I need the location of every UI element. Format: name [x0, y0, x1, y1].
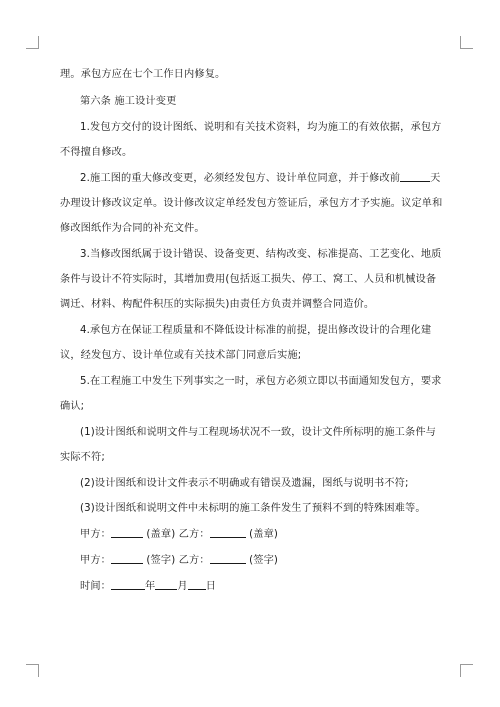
item-1: (1)设计图纸和说明文件与工程现场状况不一致，设计文件所标明的施工条件与实际不符; [60, 427, 437, 463]
corner-mark-top-right [460, 36, 473, 49]
month-label: 月 [177, 581, 188, 592]
sign-suffix: (签字) [249, 555, 279, 566]
days-blank [400, 171, 430, 182]
party-a-label-2: 甲方： [80, 555, 112, 566]
item-3: (3)设计图纸和说明文件中未标明的施工条件发生了预料不到的特殊困难等。 [80, 503, 426, 514]
time-label: 时间： [80, 581, 112, 592]
clause-2 [60, 166, 446, 241]
party-a-sign-blank [111, 553, 143, 564]
year-label: 年 [145, 581, 156, 592]
section-heading: 第六条 施工设计变更 [80, 96, 177, 107]
corner-mark-bottom-left [26, 664, 39, 677]
day-blank [188, 579, 206, 590]
party-a-seal-blank [111, 527, 143, 538]
signature-line-seal [60, 522, 446, 547]
clause-2-part-a: 2.施工图的重大修改变更，必须经发包方、设计单位同意，并于修改前 [80, 173, 401, 184]
party-a-label: 甲方： [80, 529, 112, 540]
signature-line-sign [60, 548, 446, 573]
clause-4: 4.承包方在保证工程质量和不降低设计标准的前提，提出修改设计的合理化建议，经发包方、设计单位或有关技术部门同意后实施; [60, 325, 432, 361]
party-b-seal-blank [210, 527, 246, 538]
party-b-label-2: (签字) 乙方： [146, 555, 210, 566]
day-label: 日 [205, 581, 217, 592]
clause-3: 3.当修改图纸属于设计错误、设备变更、结构改变、标准提高、工艺变化、地质条件与设计不符实际时，其增加费用(包括返工损失、停工、窝工、人员和机械设备调迁、材料、构配件积压的实际损失)由责任方负责并调整合同造价。 [60, 249, 442, 310]
clause-2-part-b: 天办理设计修改议定单。设计修改议定单经发包方签证后，承包方才予实施。议定单和修改图纸作为合同的补充文件。 [60, 173, 443, 234]
month-blank [155, 579, 177, 590]
corner-mark-top-left [26, 36, 39, 49]
date-line [60, 574, 446, 599]
paragraph-continuation: 理。承包方应在七个工作日内修复。 [60, 69, 226, 80]
party-b-sign-blank [210, 553, 246, 564]
corner-mark-bottom-right [460, 664, 473, 677]
seal-suffix: (盖章) [249, 529, 279, 540]
item-2: (2)设计图纸和设计文件表示不明确或有错误及遗漏，图纸与说明书不符; [80, 478, 409, 489]
clause-5: 5.在工程施工中发生下列事实之一时，承包方必须立即以书面通知发包方，要求确认; [60, 376, 442, 412]
party-b-label: (盖章) 乙方： [146, 529, 210, 540]
clause-1: 1.发包方交付的设计图纸、说明和有关技术资料，均为施工的有效依据，承包方不得擅自修改。 [60, 122, 442, 158]
year-blank [111, 579, 145, 590]
